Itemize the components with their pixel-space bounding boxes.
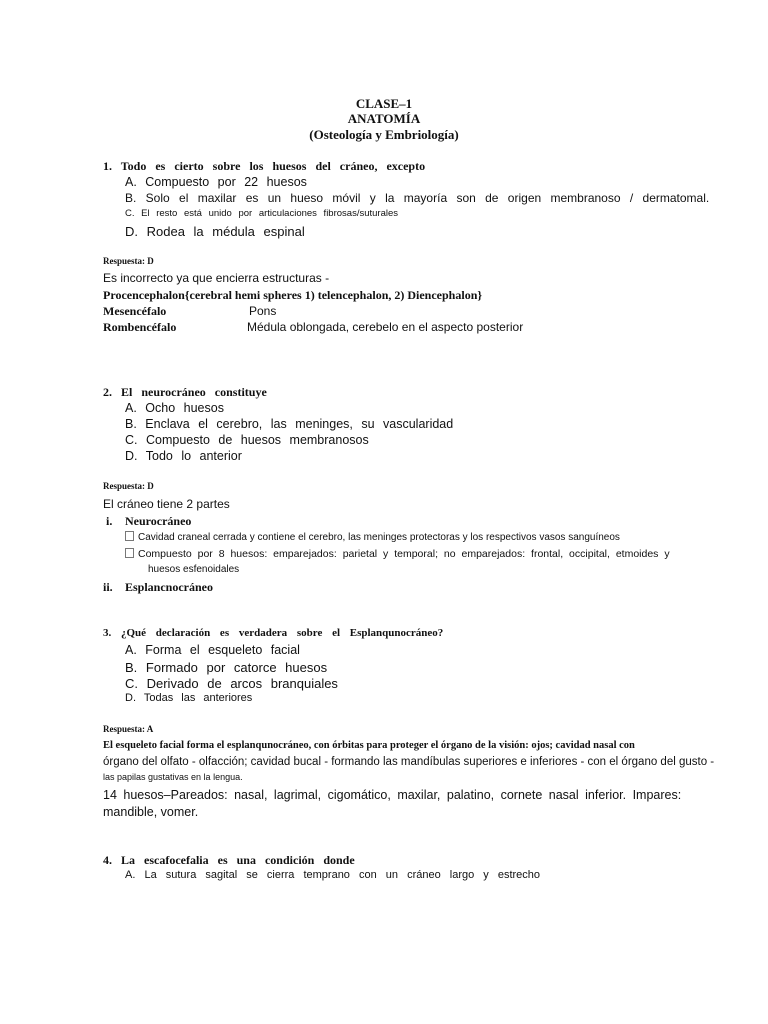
subject-title: ANATOMÍA bbox=[347, 111, 421, 126]
question-2: 2. El neurocráneo constituye bbox=[103, 385, 267, 399]
q3-option-a: A. Forma el esqueleto facial bbox=[125, 643, 300, 657]
q4-option-a: A. La sutura sagital se cierra temprano con un cráneo largo y estrecho bbox=[125, 869, 541, 881]
bullet-1 bbox=[125, 531, 620, 543]
q2-option-b: B. Enclava el cerebro, las meninges, su vascularidad bbox=[125, 417, 454, 431]
q2-explanation: El cráneo tiene 2 partes bbox=[103, 497, 230, 511]
q1-option-a: A. Compuesto por 22 huesos bbox=[125, 175, 307, 189]
q3-explanation-line-4: 14 huesos–Pareados: nasal, lagrimal, cigomático, maxilar, palatino, cornete nasal inferior. Impares: bbox=[103, 788, 682, 802]
q1-row-term: Procencephalon{cerebral hemi spheres 1) telencephalon, 2) Diencephalon} bbox=[103, 288, 483, 302]
q1-row-desc: Médula oblongada, cerebelo en el aspecto posterior bbox=[247, 320, 524, 334]
part-ii-label: ii. bbox=[103, 580, 113, 594]
subject-subtitle: (Osteología y Embriología) bbox=[309, 127, 459, 142]
q3-answer: Respuesta: A bbox=[103, 724, 154, 734]
bullet-2 bbox=[125, 548, 670, 560]
class-title: CLASE–1 bbox=[355, 96, 413, 111]
q3-explanation-line-5: mandible, vomer. bbox=[103, 805, 199, 819]
q1-row-term: Mesencéfalo bbox=[103, 304, 167, 318]
question-4: 4. La escafocefalia es una condición donde bbox=[103, 853, 355, 867]
q1-explanation: Es incorrecto ya que encierra estructuras - bbox=[103, 271, 330, 285]
q3-explanation-line-3: las papilas gustativas en la lengua. bbox=[103, 772, 243, 782]
q3-option-c: C. Derivado de arcos branquiales bbox=[125, 676, 338, 691]
q1-answer: Respuesta: D bbox=[103, 256, 154, 266]
q3-explanation-line-2: órgano del olfato - olfacción; cavidad bucal - formando las mandíbulas superiores e inferiores - con el órgano del gusto - bbox=[103, 756, 715, 768]
bullet-2-continuation: huesos esfenoidales bbox=[148, 564, 240, 575]
bullet-1-text: Cavidad craneal cerrada y contiene el cerebro, las meninges protectoras y los respectivos vasos sanguíneos bbox=[138, 532, 620, 543]
bullet-2-text: Compuesto por 8 huesos: emparejados: parietal y temporal; no emparejados: frontal, occipital, etmoides y bbox=[138, 548, 670, 560]
q2-answer: Respuesta: D bbox=[103, 481, 154, 491]
part-ii-title: Esplancnocráneo bbox=[125, 580, 214, 594]
question-1: 1. Todo es cierto sobre los huesos del cráneo, excepto bbox=[103, 159, 426, 173]
q1-option-b: B. Solo el maxilar es un hueso móvil y la mayoría son de origen membranoso / dermatomal. bbox=[125, 191, 710, 205]
q1-option-d: D. Rodea la médula espinal bbox=[125, 224, 305, 239]
bullet-box-icon bbox=[125, 548, 134, 558]
part-i-label: i. bbox=[106, 514, 113, 528]
q2-option-c: C. Compuesto de huesos membranosos bbox=[125, 433, 369, 447]
q2-option-d: D. Todo lo anterior bbox=[125, 449, 242, 463]
q3-option-d: D. Todas las anteriores bbox=[125, 692, 253, 704]
q3-option-b: B. Formado por catorce huesos bbox=[125, 660, 328, 675]
q3-explanation-line-1: El esqueleto facial forma el esplanqunocráneo, con órbitas para proteger el órgano de la visión: ojos; cavidad nasal con bbox=[103, 740, 635, 751]
q1-row-desc: Pons bbox=[249, 304, 277, 318]
bullet-box-icon bbox=[125, 531, 134, 541]
q2-option-a: A. Ocho huesos bbox=[125, 401, 224, 415]
question-3: 3. ¿Qué declaración es verdadera sobre el Esplanqunocráneo? bbox=[103, 627, 444, 639]
part-i-title: Neurocráneo bbox=[125, 514, 192, 528]
q1-option-c: C. El resto está unido por articulaciones fibrosas/suturales bbox=[125, 208, 399, 219]
q1-row-term: Rombencéfalo bbox=[103, 320, 177, 334]
